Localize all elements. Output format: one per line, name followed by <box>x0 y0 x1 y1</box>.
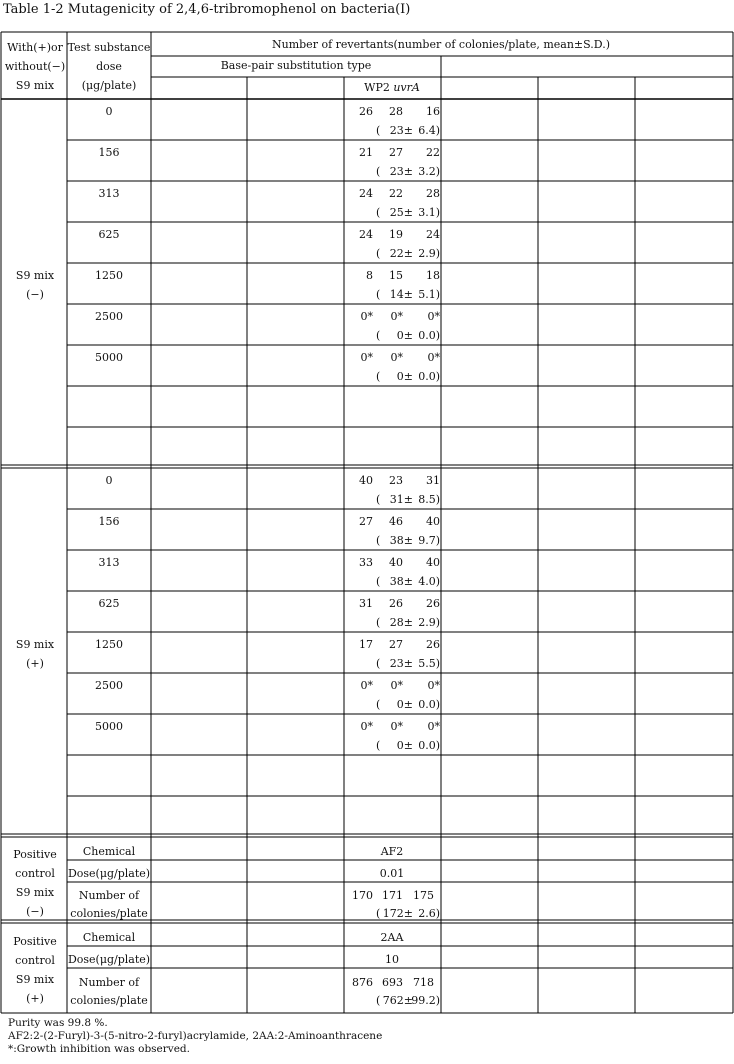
mean-value: 14± <box>389 288 413 301</box>
plate-count: 22 <box>389 187 403 200</box>
plate-count: 23 <box>389 474 403 487</box>
dose-value: 5000 <box>95 351 123 364</box>
footnotes <box>8 1017 382 1056</box>
pc-chemical-label: Chemical <box>82 931 136 944</box>
group-s9-plus <box>16 474 441 752</box>
positive-control-s9-plus <box>13 931 440 1007</box>
plate-count: 40 <box>359 474 373 487</box>
plate-count: 0* <box>360 351 373 364</box>
plate-count: 31 <box>359 597 373 610</box>
dose-value: 156 <box>98 515 120 528</box>
plate-count: 26 <box>426 638 440 651</box>
pc-dose: 0.01 <box>379 867 405 880</box>
pc-label-line1: Positive <box>13 848 57 861</box>
pc-sd: 2.6) <box>418 907 440 920</box>
plate-count: 0* <box>390 720 403 733</box>
header-substitution: Base-pair substitution type <box>220 59 372 72</box>
plate-count: 46 <box>389 515 403 528</box>
sd-value: 0.0) <box>418 698 440 711</box>
plate-count: 40 <box>426 556 440 569</box>
pc-open-paren: ( <box>376 907 381 920</box>
footnote-purity: Purity was 99.8 %. <box>8 1017 108 1029</box>
pc-count-3: 175 <box>413 889 434 902</box>
mean-value: 38± <box>389 575 413 588</box>
plate-count: 0* <box>360 310 373 323</box>
plate-count: 8 <box>366 269 373 282</box>
pc-dose-label: Dose(μg/plate) <box>67 953 151 966</box>
pc-dose-label: Dose(μg/plate) <box>67 867 151 880</box>
sd-value: 2.9) <box>418 616 440 629</box>
pc-colonies-label-2: colonies/plate <box>70 907 148 920</box>
sd-value: 6.4) <box>418 124 440 137</box>
pc-mean: 172± <box>382 907 413 920</box>
open-paren: ( <box>376 206 381 219</box>
plate-count: 27 <box>359 515 373 528</box>
pc-chemical: AF2 <box>380 845 404 858</box>
plate-count: 0* <box>427 310 440 323</box>
mean-value: 0± <box>396 698 413 711</box>
plate-count: 24 <box>359 187 373 200</box>
plate-count: 0* <box>390 679 403 692</box>
pc-dose: 10 <box>385 953 399 966</box>
sd-value: 0.0) <box>418 329 440 342</box>
pc-count-3: 718 <box>413 976 434 989</box>
header-dose-line2: dose <box>96 60 122 73</box>
header <box>5 38 610 94</box>
footnote-abbreviations: AF2:2-(2-Furyl)-3-(5-nitro-2-furyl)acrylamide, 2AA:2-Aminoanthracene <box>8 1030 383 1042</box>
plate-count: 0* <box>360 679 373 692</box>
dose-value: 156 <box>98 146 120 159</box>
sd-value: 8.5) <box>418 493 440 506</box>
plate-count: 24 <box>359 228 373 241</box>
plate-count: 26 <box>359 105 373 118</box>
mean-value: 0± <box>396 370 413 383</box>
open-paren: ( <box>376 370 381 383</box>
header-revertants: Number of revertants(number of colonies/plate, mean±S.D.) <box>272 38 610 51</box>
header-dose-line3: (μg/plate) <box>81 79 137 92</box>
open-paren: ( <box>376 124 381 137</box>
pc-count-2: 693 <box>382 976 403 989</box>
open-paren: ( <box>376 534 381 547</box>
pc-label-line2: control <box>15 954 55 967</box>
pc-sd: 99.2) <box>411 994 440 1007</box>
plate-count: 28 <box>389 105 403 118</box>
plate-count: 24 <box>426 228 440 241</box>
mean-value: 22± <box>389 247 413 260</box>
plate-count: 40 <box>389 556 403 569</box>
pc-label-line4: (−) <box>26 905 44 918</box>
pc-chemical: 2AA <box>380 931 404 944</box>
dose-value: 2500 <box>95 310 123 323</box>
open-paren: ( <box>376 288 381 301</box>
pc-label-line2: control <box>15 867 55 880</box>
mean-value: 38± <box>389 534 413 547</box>
strain-italic: uvrA <box>393 81 420 94</box>
plate-count: 26 <box>426 597 440 610</box>
plate-count: 15 <box>389 269 403 282</box>
mean-value: 28± <box>389 616 413 629</box>
pc-count-2: 171 <box>382 889 403 902</box>
header-dose-line1: Test substance <box>67 41 151 54</box>
sd-value: 3.2) <box>418 165 440 178</box>
header-s9-line3: S9 mix <box>15 79 55 92</box>
footnote-growth-inhibition: *:Growth inhibition was observed. <box>8 1043 190 1055</box>
open-paren: ( <box>376 657 381 670</box>
sd-value: 0.0) <box>418 370 440 383</box>
table-title: Table 1-2 Mutagenicity of 2,4,6-tribromophenol on bacteria(I) <box>3 2 411 17</box>
mean-value: 0± <box>396 329 413 342</box>
strain-name: WP2 <box>364 81 394 94</box>
sd-value: 9.7) <box>418 534 440 547</box>
group-label-line2: (−) <box>26 288 44 301</box>
dose-value: 1250 <box>95 269 123 282</box>
open-paren: ( <box>376 329 381 342</box>
open-paren: ( <box>376 493 381 506</box>
plate-count: 27 <box>389 638 403 651</box>
group-label-line1: S9 mix <box>15 269 55 282</box>
plate-count: 33 <box>359 556 373 569</box>
pc-colonies-label-1: Number of <box>78 976 140 989</box>
plate-count: 40 <box>426 515 440 528</box>
sd-value: 2.9) <box>418 247 440 260</box>
group-label-line2: (+) <box>26 657 44 670</box>
dose-value: 2500 <box>95 679 123 692</box>
plate-count: 0* <box>390 351 403 364</box>
plate-count: 21 <box>359 146 373 159</box>
mean-value: 23± <box>389 165 413 178</box>
open-paren: ( <box>376 165 381 178</box>
plate-count: 28 <box>426 187 440 200</box>
pc-chemical-label: Chemical <box>82 845 136 858</box>
open-paren: ( <box>376 247 381 260</box>
plate-count: 0* <box>427 351 440 364</box>
open-paren: ( <box>376 616 381 629</box>
dose-value: 625 <box>98 228 120 241</box>
pc-label-line4: (+) <box>26 992 44 1005</box>
plate-count: 0* <box>427 679 440 692</box>
plate-count: 18 <box>426 269 440 282</box>
plate-count: 19 <box>389 228 403 241</box>
header-s9-line1: With(+)or <box>7 41 63 54</box>
pc-mean: 762± <box>382 994 413 1007</box>
mean-value: 0± <box>396 739 413 752</box>
open-paren: ( <box>376 739 381 752</box>
plate-count: 16 <box>426 105 440 118</box>
mean-value: 25± <box>389 206 413 219</box>
pc-colonies-label-2: colonies/plate <box>70 994 148 1007</box>
plate-count: 31 <box>426 474 440 487</box>
sd-value: 4.0) <box>418 575 440 588</box>
pc-label-line1: Positive <box>13 935 57 948</box>
dose-value: 1250 <box>95 638 123 651</box>
mean-value: 31± <box>389 493 413 506</box>
plate-count: 27 <box>389 146 403 159</box>
pc-count-1: 170 <box>352 889 373 902</box>
open-paren: ( <box>376 698 381 711</box>
open-paren: ( <box>376 575 381 588</box>
group-label-line1: S9 mix <box>15 638 55 651</box>
plate-count: 17 <box>359 638 373 651</box>
pc-open-paren: ( <box>376 994 381 1007</box>
sd-value: 3.1) <box>418 206 440 219</box>
sd-value: 5.5) <box>418 657 440 670</box>
plate-count: 26 <box>389 597 403 610</box>
pc-label-line3: S9 mix <box>15 973 55 986</box>
sd-value: 0.0) <box>418 739 440 752</box>
group-s9-minus <box>16 105 441 383</box>
header-strain <box>364 81 420 94</box>
pc-count-1: 876 <box>352 976 373 989</box>
plate-count: 0* <box>360 720 373 733</box>
dose-value: 313 <box>98 187 120 200</box>
sd-value: 5.1) <box>418 288 440 301</box>
dose-value: 5000 <box>95 720 123 733</box>
plate-count: 0* <box>390 310 403 323</box>
dose-value: 0 <box>105 474 113 487</box>
plate-count: 0* <box>427 720 440 733</box>
dose-value: 313 <box>98 556 120 569</box>
dose-value: 625 <box>98 597 120 610</box>
dose-value: 0 <box>105 105 113 118</box>
mean-value: 23± <box>389 657 413 670</box>
header-s9-line2: without(−) <box>4 60 66 73</box>
pc-label-line3: S9 mix <box>15 886 55 899</box>
pc-colonies-label-1: Number of <box>78 889 140 902</box>
mean-value: 23± <box>389 124 413 137</box>
plate-count: 22 <box>426 146 440 159</box>
